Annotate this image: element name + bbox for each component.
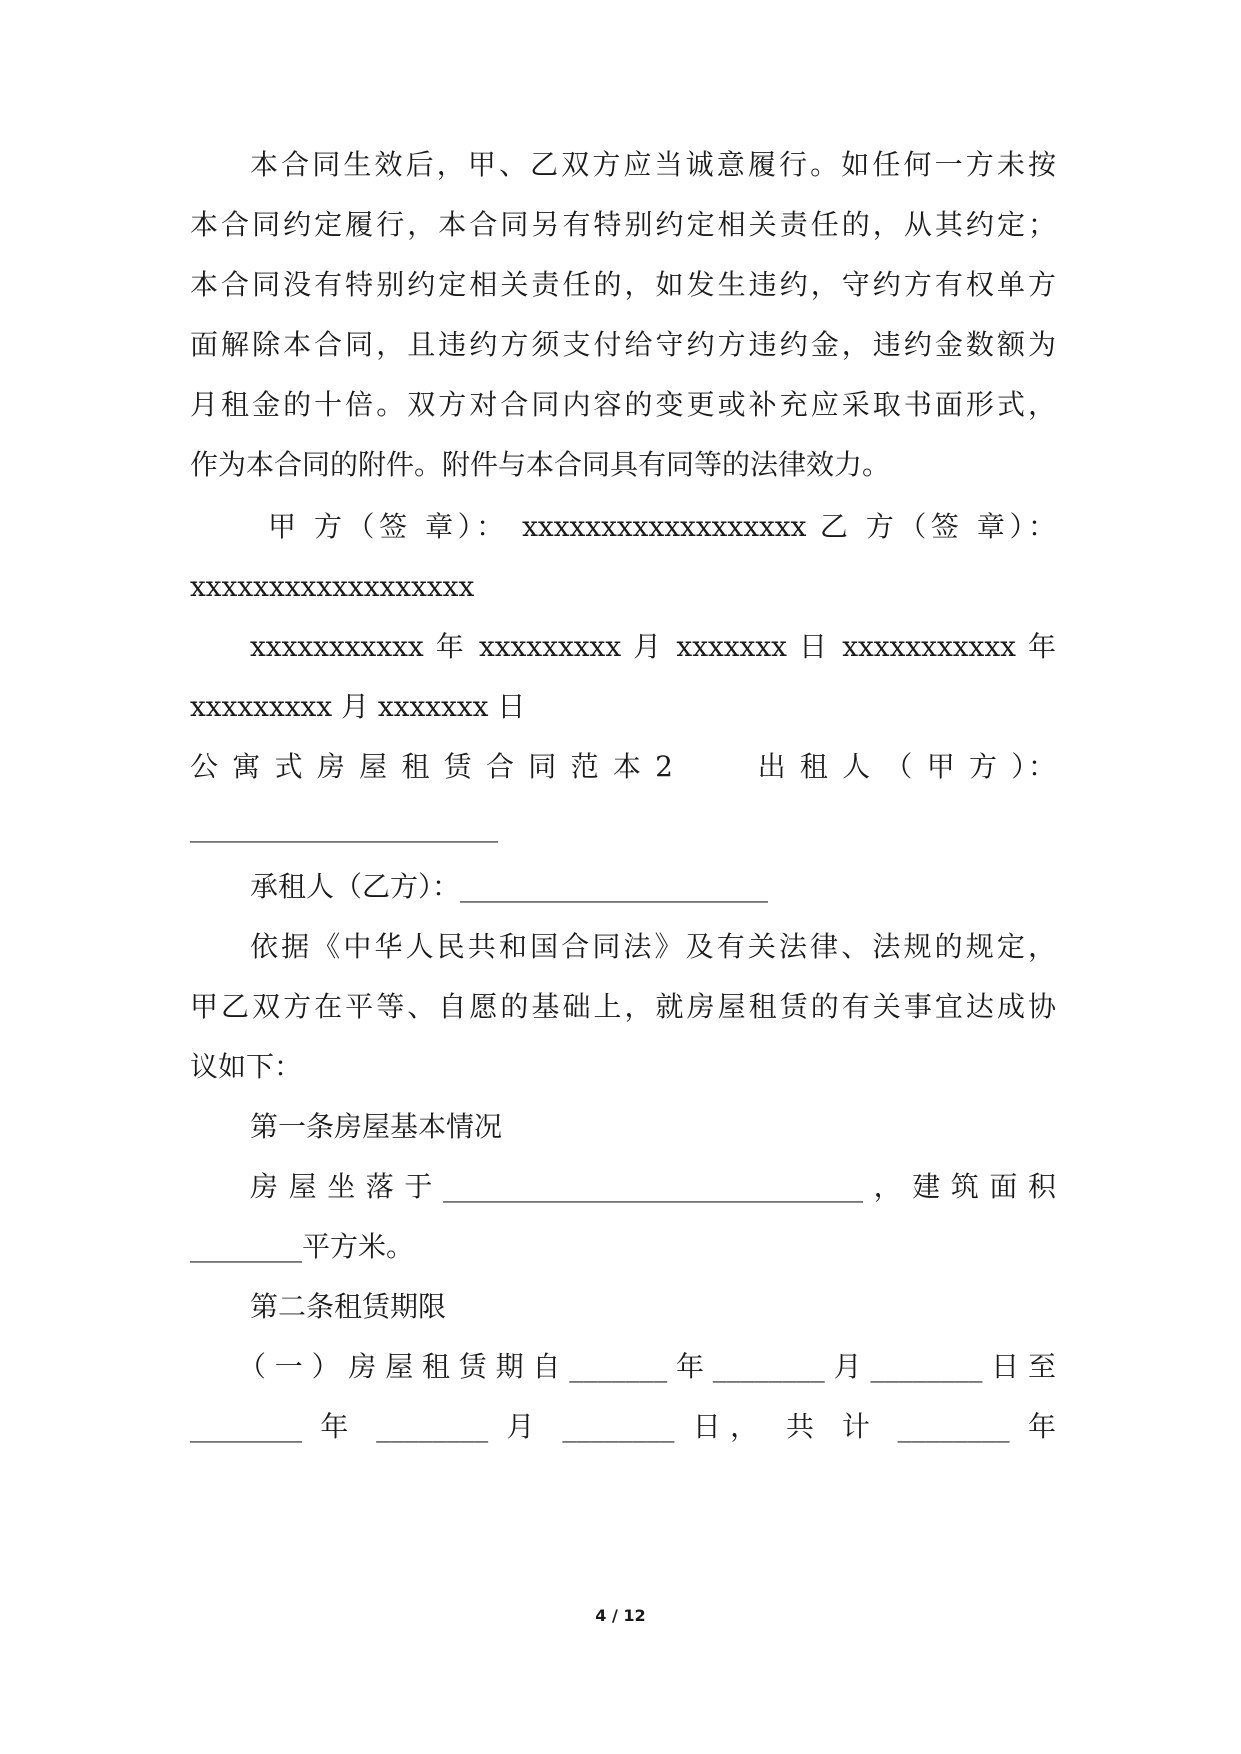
paragraph-line: （一）房屋租赁期自_______年________月________日至 xyxy=(238,1350,1056,1383)
paragraph-line: 作为本合同的附件。附件与本合同具有同等的法律效力。 xyxy=(190,448,891,481)
paragraph-line: 议如下： xyxy=(190,1050,303,1083)
paragraph-line: 本合同没有特别约定相关责任的，如发生违约，守约方有权单方 xyxy=(190,268,1056,301)
page-number: 4 / 12 xyxy=(595,1606,646,1625)
blank-line: ______________________ xyxy=(190,810,498,843)
signature-line: xxxxxxxxxxxxxxxxxx xyxy=(190,570,475,603)
date-line: xxxxxxxxxxx 年 xxxxxxxxx 月 xxxxxxx 日 xxxxxxxxxxx 年 xyxy=(250,630,1056,663)
paragraph-line: 本合同约定履行，本合同另有特别约定相关责任的，从其约定； xyxy=(190,208,1056,241)
lessee-line: 承租人（乙方）：______________________ xyxy=(250,870,769,903)
paragraph-line: ________ 年 ________ 月 ________ 日， 共 计 ________ 年 xyxy=(190,1410,1056,1443)
paragraph-line: 月租金的十倍。双方对合同内容的变更或补充应采取书面形式， xyxy=(190,388,1056,421)
date-line: xxxxxxxxx 月 xxxxxxx 日 xyxy=(190,690,526,723)
paragraph-line: 本合同生效后，甲、乙双方应当诚意履行。如任何一方未按 xyxy=(250,148,1056,181)
signature-line: 甲 方（签 章）： xxxxxxxxxxxxxxxxxx 乙 方（签 章）： xyxy=(268,510,1056,543)
contract-title-line: 公 寓 式 房 屋 租 赁 合 同 范 本 2 出 租 人 （ 甲 方 ）： xyxy=(190,750,1056,783)
paragraph-line: 面解除本合同，且违约方须支付给守约方违约金，违约金数额为 xyxy=(190,328,1056,361)
article-heading: 第二条租赁期限 xyxy=(250,1290,447,1323)
article-heading: 第一条房屋基本情况 xyxy=(250,1110,503,1143)
paragraph-line: ________平方米。 xyxy=(190,1230,415,1263)
paragraph-line: 甲乙双方在平等、自愿的基础上，就房屋租赁的有关事宜达成协 xyxy=(190,990,1056,1023)
paragraph-line: 房屋坐落于______________________________，建筑面积 xyxy=(250,1170,1056,1203)
paragraph-line: 依据《中华人民共和国合同法》及有关法律、法规的规定， xyxy=(250,930,1056,963)
